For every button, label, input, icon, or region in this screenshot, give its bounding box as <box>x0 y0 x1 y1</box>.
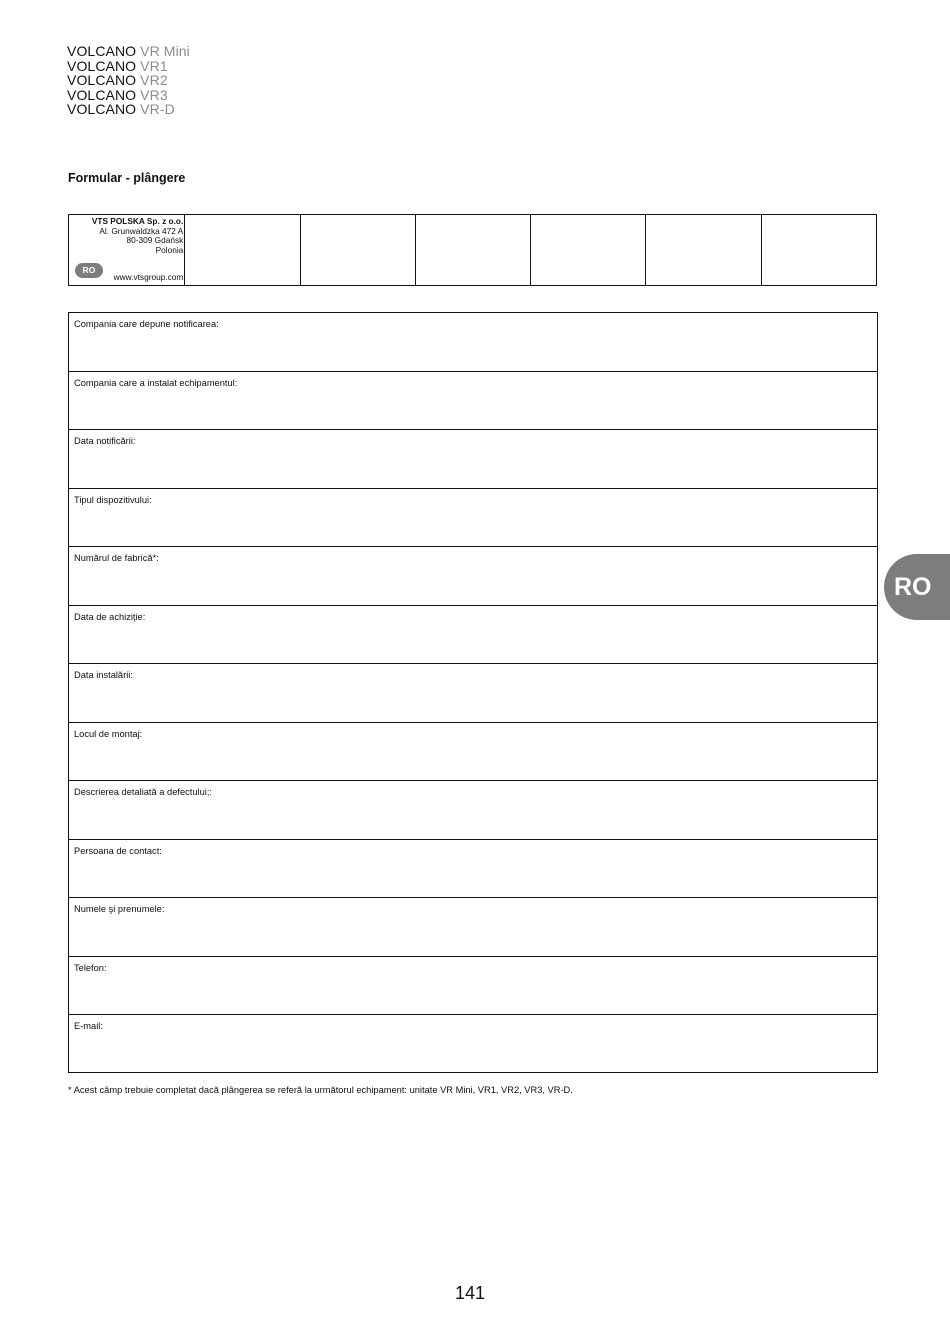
model-name: VR-D <box>140 101 175 117</box>
header-cell-blank[interactable] <box>415 215 530 285</box>
company-website: www.vtsgroup.com <box>113 272 184 283</box>
company-address-street: Al. Grunwaldzka 472 A <box>99 225 184 236</box>
company-name: VTS POLSKA Sp. z o.o. <box>91 216 184 226</box>
field-full-name[interactable]: Numele şi prenumele: <box>69 898 877 957</box>
page-number: 141 <box>454 1283 486 1303</box>
title-line-vr-d <box>67 102 190 117</box>
field-contact-person[interactable]: Persoana de contact: <box>69 840 877 899</box>
brand-name: VOLCANO <box>67 86 137 103</box>
company-address-city: 80-309 Gdańsk <box>126 235 184 246</box>
header-cell-blank[interactable] <box>300 215 415 285</box>
complaint-form-fields <box>68 312 878 1073</box>
header-cell-blank[interactable] <box>645 215 760 285</box>
field-email[interactable]: E-mail: <box>74 1021 103 1031</box>
title-line-vr3 <box>67 88 190 103</box>
model-name: VR1 <box>140 57 168 74</box>
brand-name: VOLCANO <box>67 72 137 88</box>
model-name: VR3 <box>140 86 168 103</box>
header-table <box>68 214 877 286</box>
field-notification-date[interactable]: Data notificării: <box>69 430 877 489</box>
title-line-vr1 <box>67 59 190 74</box>
brand-name: VOLCANO <box>67 57 137 74</box>
title-line-vr2 <box>67 73 190 88</box>
header-cell-blank[interactable] <box>761 215 876 285</box>
brand-name: VOLCANO <box>67 43 137 59</box>
model-name: VR Mini <box>140 43 190 59</box>
field-installing-company[interactable]: Compania care a instalat echipamentul: <box>69 372 877 431</box>
language-tab: RO <box>884 554 950 620</box>
field-purchase-date[interactable]: Data de achiziție: <box>69 606 877 665</box>
field-notifying-company[interactable]: Compania care depune notificarea: <box>69 313 877 372</box>
brand-name: VOLCANO <box>67 101 137 117</box>
model-titles <box>67 44 190 117</box>
field-phone[interactable]: Telefon: <box>69 957 877 1016</box>
model-name: VR2 <box>140 72 168 88</box>
footnote: * Acest câmp trebuie completat dacă plângerea se referă la următorul echipament: unitate VR Mini, VR1, VR2, VR3, VR-D. <box>68 1085 573 1095</box>
company-info-cell <box>69 215 184 285</box>
field-serial-number[interactable]: Numărul de fabrică*: <box>69 547 877 606</box>
field-installation-location[interactable]: Locul de montaj: <box>69 723 877 782</box>
header-cell-blank[interactable] <box>530 215 645 285</box>
company-address-country: Polonia <box>155 244 184 255</box>
language-badge: RO <box>75 263 103 278</box>
title-line-vr-mini <box>67 44 190 59</box>
field-device-type[interactable]: Tipul dispozitivului: <box>69 489 877 548</box>
header-cell-blank[interactable] <box>184 215 299 285</box>
field-installation-date[interactable]: Data instalării: <box>69 664 877 723</box>
form-title: Formular - plângere <box>68 171 186 185</box>
field-defect-description[interactable]: Descrierea detaliată a defectului;: <box>69 781 877 840</box>
